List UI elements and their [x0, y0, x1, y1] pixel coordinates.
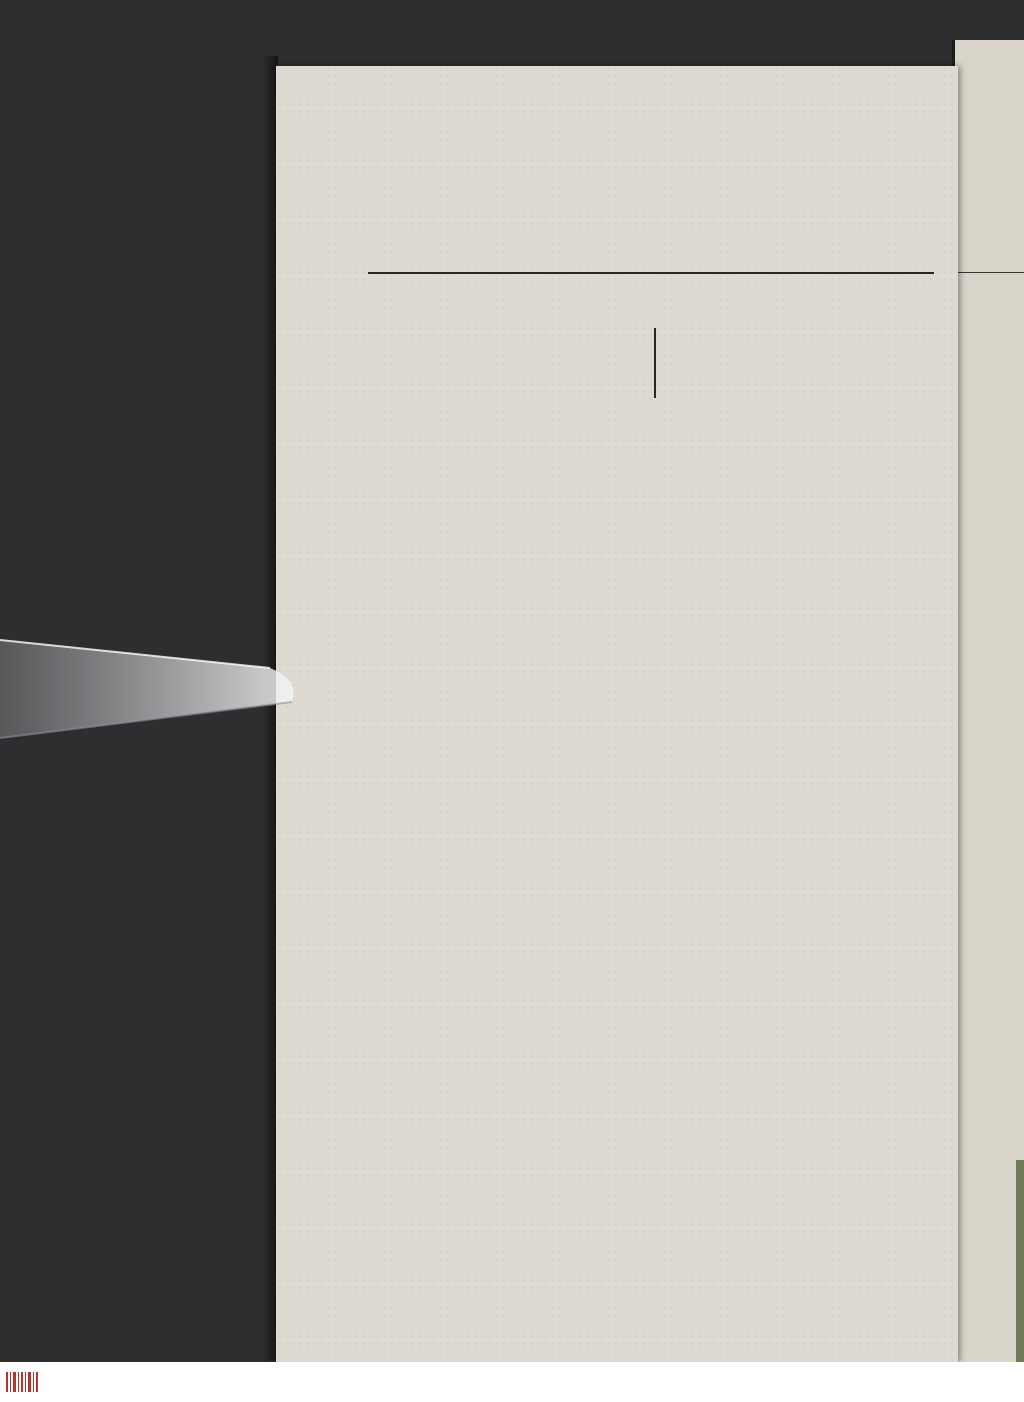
barcode-icon: [6, 1370, 40, 1394]
facing-page-fragment: [952, 40, 1024, 1362]
running-head: [370, 112, 850, 135]
reference-divider: [654, 328, 656, 398]
section-rule-top: [368, 272, 934, 274]
book-page: [276, 66, 958, 1362]
book-edge: [1016, 1160, 1024, 1362]
scanner-clip: [0, 610, 300, 740]
footer-bar: [0, 1362, 1024, 1402]
facing-page-rule: [955, 272, 1024, 273]
